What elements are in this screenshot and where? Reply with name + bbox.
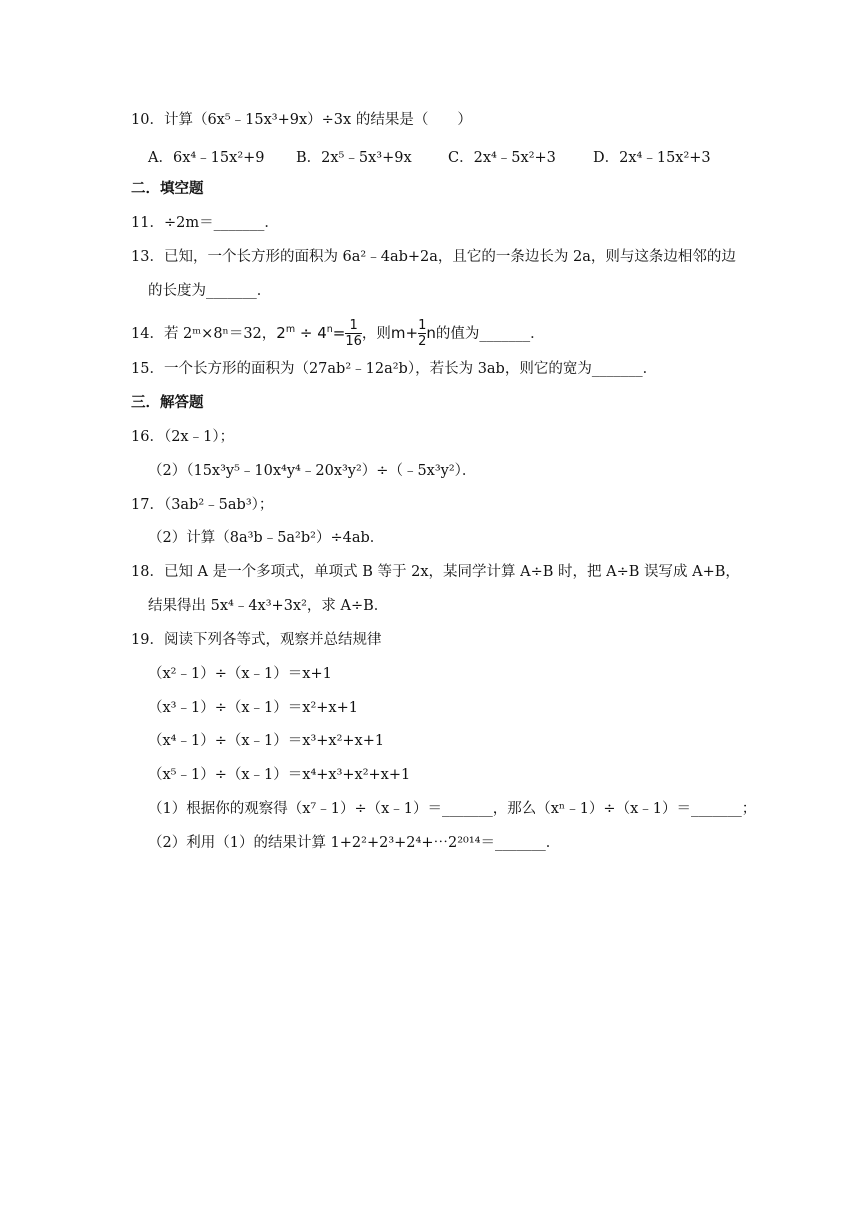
option-b: B．2x⁵﹣5x³+9x	[296, 150, 412, 166]
question-13-line2: 的长度为_______．	[148, 283, 272, 299]
question-16-part2: （2）（15x³y⁵﹣10x⁴y⁴﹣20x³y²）÷（﹣5x³y²）．	[148, 463, 477, 479]
question-18	[131, 562, 740, 582]
question-text: ÷2m＝_______．	[163, 215, 279, 231]
question-10	[131, 110, 472, 130]
question-18-line2: 结果得出 5x⁴﹣4x³+3x²，求 A÷B．	[148, 598, 389, 614]
question-number: 16．	[131, 429, 164, 445]
option-d: D．2x⁴﹣15x²+3	[593, 150, 711, 166]
question-19-part1: （1）根据你的观察得（x⁷﹣1）÷（x﹣1）＝_______，那么（xⁿ﹣1）÷（x﹣1）＝_______；	[148, 801, 757, 817]
question-text: 一个长方形的面积为（27ab²﹣12a²b），若长为 3ab，则它的宽为_______．	[163, 361, 658, 377]
question-17-part2: （2）计算（8a³b﹣5a²b²）÷4ab．	[148, 530, 385, 546]
equation-2: （x³﹣1）÷（x﹣1）＝x²+x+1	[148, 700, 358, 716]
question-text-b: ，则	[361, 326, 391, 342]
question-16	[131, 427, 234, 447]
question-number: 10．	[131, 112, 164, 128]
question-13	[131, 247, 736, 267]
question-text-a: 若 2ᵐ×8ⁿ＝32，	[163, 326, 277, 342]
question-stem: 计算（6x⁵﹣15x³+9x）÷3x 的结果是（ ）	[163, 112, 472, 128]
option-a: A．6x⁴﹣15x²+9	[148, 150, 265, 166]
question-11	[131, 213, 279, 233]
question-text-line1: （3ab²﹣5ab³）；	[163, 497, 274, 513]
formula-image-2: m+ $\frac{1}{2}$ n	[390, 318, 436, 349]
equation-3: （x⁴﹣1）÷（x﹣1）＝x³+x²+x+1	[148, 733, 385, 749]
question-number: 11．	[131, 215, 164, 231]
question-19	[131, 630, 381, 650]
equation-1: （x²﹣1）÷（x﹣1）＝x+1	[148, 666, 332, 682]
question-17	[131, 495, 273, 515]
section-heading-fill-in: 二．填空题	[131, 180, 204, 197]
question-number: 19．	[131, 632, 164, 648]
equation-4: （x⁵﹣1）÷（x﹣1）＝x⁴+x³+x²+x+1	[148, 767, 411, 783]
section-heading-answer: 三．解答题	[131, 394, 204, 411]
question-number: 14．	[131, 326, 164, 342]
question-intro: 阅读下列各等式，观察并总结规律	[163, 632, 382, 648]
question-19-part2: （2）利用（1）的结果计算 1+2²+2³+2⁴+⋯2²⁰¹⁴＝_______．	[148, 835, 561, 851]
question-number: 13．	[131, 249, 164, 265]
question-15	[131, 359, 657, 379]
option-c: C．2x⁴﹣5x²+3	[448, 150, 556, 166]
question-14	[131, 318, 545, 348]
question-text-line1: 已知，一个长方形的面积为 6a²﹣4ab+2a，且它的一条边长为 2a，则与这条边相邻的边	[163, 249, 736, 265]
question-number: 15．	[131, 361, 164, 377]
question-text-c: 的值为_______．	[435, 326, 545, 342]
question-text-line1: （2x﹣1）；	[163, 429, 235, 445]
question-text-line1: 已知 A 是一个多项式，单项式 B 等于 2x，某同学计算 A÷B 时，把 A÷B 误写成 A+B，	[163, 564, 740, 580]
formula-image: $2^m \div 4^n=$ $\frac{1}{16}$	[276, 318, 362, 349]
question-number: 18．	[131, 564, 164, 580]
question-number: 17．	[131, 497, 164, 513]
